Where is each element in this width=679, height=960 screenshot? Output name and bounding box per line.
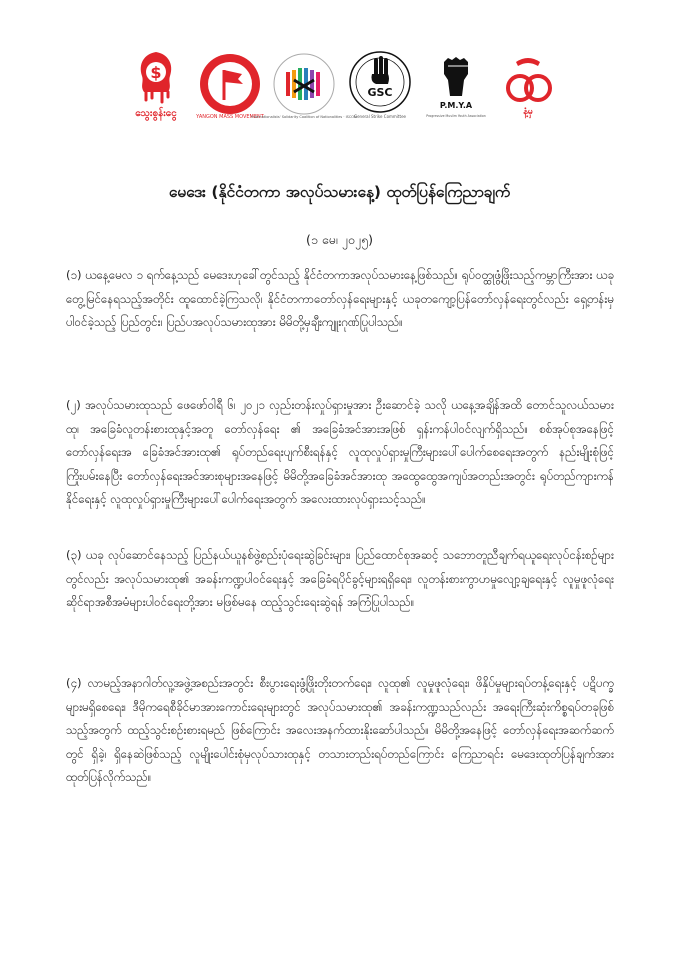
document-date: (၁ မေ၊ ၂၀၂၅) bbox=[306, 232, 373, 247]
solidarity-coalition-logo-icon bbox=[251, 48, 357, 120]
logo-caption: Internationalists' Solidarity Coalition of Nationalities · ISCON bbox=[251, 115, 357, 119]
logo-caption: P.M.Y.A bbox=[439, 101, 473, 110]
logo-caption: သွေးစွန်းငွေ bbox=[135, 108, 177, 119]
logo-caption: GSC bbox=[367, 86, 393, 99]
logo-row bbox=[124, 48, 556, 120]
page-title: မေဒေး (နိုင်ငံတကာ အလုပ်သမားနေ့) ထုတ်ပြန်ကြေညာချက် bbox=[168, 183, 511, 201]
red-flag-logo-icon bbox=[198, 48, 262, 120]
raised-fist-logo-icon bbox=[424, 48, 488, 120]
blood-dollar-logo-icon bbox=[124, 48, 188, 120]
paragraph: (၁) ယနေ့မေလ ၁ ရက်နေ့သည် မေဒေးဟုခေါ်တွင်သည့် နိုင်ငံတကာအလုပ်သမားနေ့ဖြစ်သည်။ ရုပ်ဝတ္ထုဖွံ့ဖြိုးသည့်ကမ္ဘာကြီးအား ယခုတွေ့မြင်နေရသည့်အတိုင်း ထူထောင်ခဲ့ကြသလို၊ နိုင်ငံတကာတော်လှန်ရေးများနှင့် ယခုတကျော့ပြန်တော်လှန်ရေးတွင်လည်း ရှေ့တန်းမှပါဝင်ခဲ့သည့် ပြည်တွင်း၊ ပြည်ပအလုပ်သမားထုအား မိမိတို့မှချီးကျူးဂုဏ်ပြုပါသည်။ bbox=[66, 268, 614, 329]
paragraph: (၂) အလုပ်သမားထုသည် ဖေဖော်ဝါရီ ၆၊ ၂၀၂၁ လှည်းတန်းလှုပ်ရှားမှုအား ဦးဆောင်ခဲ့ သလို ယနေ့အချိန်အထိ တောင်သူလယ်သမားထု၊ အခြေခံလူတန်းစားထုနှင့်အတူ တော်လှန်ရေး ၏ အခြေခံအင်အားအဖြစ် ရှန်းကန်ပါဝင်လျက်ရှိသည်။ စစ်အုပ်စုအနေဖြင့် တော်လှန်ရေးအ ခြေခံအင်အားထု၏ ရုပ်တည်ရေးပျက်စီးရန်နှင့် လူထုလှုပ်ရှားမှုကြီးများပေါ်ပေါက်စေရေးအတွက် နည်းမျိုးစုံဖြင့်ကြိုးပမ်းနေပြီး တော်လှန်ရေးအင်အားစုများအနေဖြင့် မိမိတို့အခြေခံအင်အားထု အထွေထွေအကျပ်အတည်းအတွင်း ရုပ်တည်ကျားကန်နိုင်ရေးနှင့် လူထုလှုပ်ရှားမှုကြီးများပေါ်ပေါက်ရေးအတွက် အလေးထားလုပ်ရှားသင့်သည်။ bbox=[66, 398, 614, 506]
logo-sub: General Strike Committee bbox=[353, 114, 407, 119]
logo-caption: နံ့မှ bbox=[523, 107, 533, 117]
burmese-script-logo-icon bbox=[496, 48, 560, 120]
svg-text:$: $ bbox=[150, 63, 162, 82]
paragraph: (၃) ယခု လုပ်ဆောင်နေသည့် ပြည်နယ်ယူနစ်ဖွဲ့စည်းပုံရေးဆွဲခြင်းများ၊ ပြည်ထောင်စုအဆင့် သဘောတူညီချက်ရယူရေးလုပ်ငန်းစဉ်များတွင်လည်း အလုပ်သမားထု၏ အခန်းကဏ္ဍပါဝင်ရေးနှင့် အခြေခံရပိုင်ခွင့်များရရှိရေး၊ လူတန်းစားကွာဟမှုလျော့ချရေးနှင့် လူမှုဖူလုံရေးဆိုင်ရာအစီအမံများပါဝင်ရေးတို့အား မဖြစ်မနေ ထည့်သွင်းရေးဆွဲရန် အကြံပြုပါသည်။ bbox=[66, 548, 614, 609]
paragraph: (၄) လာမည့်အနာဂါတ်လူ့အဖွဲ့အစည်းအတွင်း စီးပွားရေးဖွံ့ဖြိုးတိုးတက်ရေး၊ လူထု၏ လူမှုဖူလုံရေး၊ ဖိနှိပ်မှုများရပ်တန့်ရေးနှင့် ပဋိပက္ခများမရှိစေရေး၊ ဒီမိုကရေစီခိုင်မာအားကောင်းရေးများတွင် အလုပ်သမားထု၏ အခန်းကဏ္ဍသည်လည်း အရေးကြီးဆုံးကိစ္စရပ်တခုဖြစ်သည့်အတွက် ထည့်သွင်းစဉ်းစားရမည် ဖြစ်ကြောင်း အလေးအနက်ထားနိုးဆော်ပါသည်။ မိမိတို့အနေဖြင့် တော်လှန်ရေးအဆက်ဆက်တွင် ရှိခဲ့၊ ရှိနေဆဲဖြစ်သည့် လူမျိုးပေါင်းစုံမှလုပ်သားထုနှင့် တသားတည်းရပ်တည်ကြောင်း ကြေညာရင်း မေဒေးထုတ်ပြန်ချက်အား ထုတ်ပြန်လိုက်သည်။ bbox=[66, 676, 614, 784]
logo-caption: YANGON MASS MOVEMENT bbox=[196, 114, 264, 120]
gsc-logo-icon bbox=[348, 48, 412, 120]
logo-sub: Progressive Muslim Youth Association bbox=[426, 114, 486, 118]
